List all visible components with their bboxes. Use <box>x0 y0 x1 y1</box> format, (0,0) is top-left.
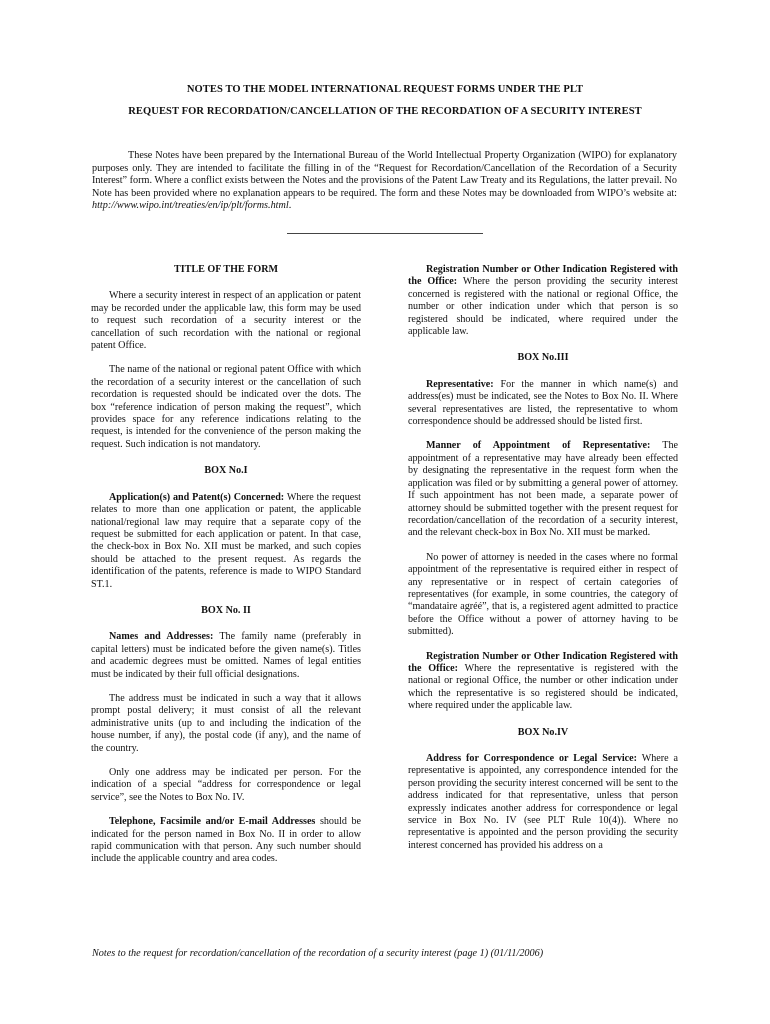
paragraph: Representative: For the manner in which name(s) and address(es) must be indicated, see the Notes to Box No. II. Where several representatives are listed, the representative to whom correspondence should be addressed should be listed first. <box>408 378 678 428</box>
paragraph: The address must be indicated in such a way that it allows prompt postal delivery; it must consist of all the relevant administrative units (up to and including the indication of the house number, if any), the postal code (if any), and the name of the country. <box>91 692 361 754</box>
paragraph: No power of attorney is needed in the cases where no formal appointment of the representative is required either in respect of any representative or in respect of certain categories of representatives (for example, in some countries, the category of “mandataire agréé”, that is, a registered agent admitted to practice before the Office without a power of attorney having to be submitted). <box>408 551 678 638</box>
paragraph: Only one address may be indicated per person. For the indication of a special “address for correspondence or legal service”, see the Notes to Box No. IV. <box>91 767 361 803</box>
wipo-url[interactable]: http://www.wipo.int/treaties/en/ip/plt/forms.html <box>92 200 289 212</box>
term-registration-number-rep: Registration Number or Other Indication Registered with the Office: <box>408 650 678 674</box>
paragraph: Names and Addresses: The family name (preferably in capital letters) must be indicated before the given name(s). Titles and academic degrees must be omitted. Names of legal entities must be indicated by their full official designations. <box>91 631 361 680</box>
heading-box-4: BOX No.IV <box>517 726 569 738</box>
term-manner-appointment: Manner of Appointment of Representative: <box>426 440 651 452</box>
paragraph: Registration Number or Other Indication Registered with the Office: Where the person providing the security interest concerned is registered with the national or regional Office, the number or other indication under which that person is so registered should be indicated, where required under the applicable law. <box>408 264 678 338</box>
heading-title-of-form: TITLE OF THE FORM <box>173 264 279 275</box>
intro-url-suffix: . <box>288 200 292 212</box>
paragraph: Where a security interest in respect of an application or patent may be recorded under the applicable law, this form may be used to request such recordation of a security interest or the cancellation of such recordation with the national or regional patent Office. <box>91 290 361 352</box>
left-column <box>91 264 361 876</box>
paragraph: The name of the national or regional patent Office with which the recordation of a security interest or the cancellation of such recordation is requested should be indicated over the dots. The box “reference indication of person making the request”, which provides space for any reference indications relating to the request, is intended for the convenience of the person making the request. Such indication is not mandatory. <box>91 364 361 450</box>
term-representative: Representative: <box>426 378 494 390</box>
term-registration-number: Registration Number or Other Indication Registered with the Office: <box>408 264 678 288</box>
document-subtitle: REQUEST FOR RECORDATION/CANCELLATION OF THE RECORDATION OF A SECURITY INTEREST <box>128 106 642 117</box>
paragraph: Address for Correspondence or Legal Service: Where a representative is appointed, any correspondence intended for the person providing the security interest concerned will be sent to the address indicated for that representative, unless that person expressly indicates another address for correspondence or legal service in Box No. IV (see PLT Rule 10(4)). Where no representative is appointed and the person providing the security interest concerned has provided his address on a <box>408 753 679 851</box>
intro-paragraph <box>92 150 677 213</box>
term-applications: Application(s) and Patent(s) Concerned: <box>109 491 285 503</box>
section-divider <box>287 233 483 234</box>
paragraph: Manner of Appointment of Representative: The appointment of a representative may have already been effected by designating the representative in the request form when the application was filed or by submitting a general power of attorney. If such appointment has not been made, a separate power of attorney should be submitted together with the present request for recordation/cancellation of the recordation of a security interest, and the relevant check-box in Box No. XII must be marked. <box>408 440 678 539</box>
paragraph: Registration Number or Other Indication Registered with the Office: Where the representative is registered with the national or regional Office, the number or other indication under which the representative is so registered should be indicated, where required under the applicable law. <box>408 650 678 712</box>
intro-text: These Notes have been prepared by the International Bureau of the World Intellectual Property Organization (WIPO) for explanatory purposes only. They are intended to facilitate the filling in of the “Request for Recordation/Cancellation of the Recordation of a Security Interest” form. Where a conflict exists between the Notes and the provisions of the Patent Law Treaty and its Regulations, the latter prevail. No Note has been provided where no explanation appears to be required. The form and these Notes may be downloaded from WIPO’s website at: <box>92 150 677 199</box>
heading-box-2: BOX No. II <box>201 604 251 616</box>
heading-box-3: BOX No.III <box>517 352 569 364</box>
paragraph: Application(s) and Patent(s) Concerned: Where the request relates to more than one application or patent, the applicable national/regional law may require that a separate copy of the request be submitted for each application or patent. In that case, the check-box in Box No. XII must be marked, and such copies should be attached to the present request. As regards the identification of the patents, reference is made to WIPO Standard ST.1. <box>91 491 361 590</box>
right-column <box>408 264 678 862</box>
document-title: NOTES TO THE MODEL INTERNATIONAL REQUEST FORMS UNDER THE PLT <box>186 84 584 95</box>
term-address-correspondence: Address for Correspondence or Legal Service: <box>426 753 638 764</box>
paragraph: Telephone, Facsimile and/or E-mail Addresses should be indicated for the person named in Box No. II in order to allow rapid communication with that person. Any such number should include the applicable country and area codes. <box>91 816 361 865</box>
term-telephone: Telephone, Facsimile and/or E-mail Addresses <box>109 816 316 828</box>
page-footer: Notes to the request for recordation/cancellation of the recordation of a security interest (page 1) (01/11/2006) <box>92 948 544 959</box>
heading-box-1: BOX No.I <box>204 465 248 477</box>
term-names-addresses: Names and Addresses: <box>109 631 214 643</box>
